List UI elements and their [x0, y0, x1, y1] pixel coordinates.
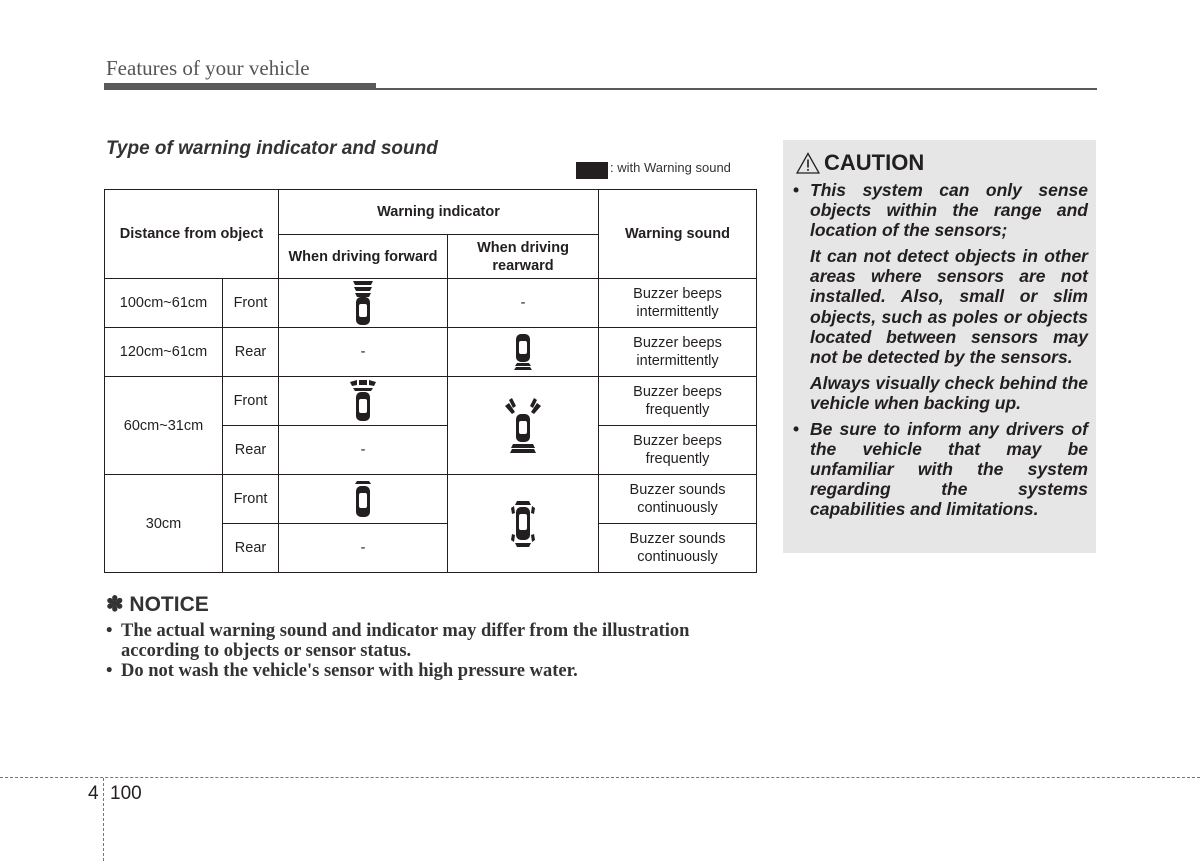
- distance-cell: 30cm: [105, 475, 223, 573]
- caution-item: • Be sure to inform any drivers of the vehicle that may be unfamiliar with the system regarding the systems capabilities and limitations.: [793, 419, 1088, 520]
- table-row: [105, 328, 757, 377]
- all-sensors-mid-indicator-icon: [503, 398, 543, 454]
- all-sensors-close-indicator-icon: [509, 500, 537, 548]
- distance-cell: 100cm~61cm: [105, 279, 223, 328]
- warning-table: [104, 189, 757, 573]
- rearward-cell: [448, 475, 599, 573]
- forward-cell: -: [279, 524, 448, 573]
- rearward-cell: [448, 328, 599, 377]
- footer-divider: [0, 777, 1200, 778]
- forward-cell: [279, 279, 448, 328]
- forward-cell: [279, 377, 448, 426]
- sound-cell: Buzzer beeps frequently: [599, 426, 757, 475]
- legend-text: : with Warning sound: [610, 160, 731, 175]
- table-row: [105, 279, 757, 328]
- sound-cell: Buzzer beeps frequently: [599, 377, 757, 426]
- rearward-cell: -: [448, 279, 599, 328]
- rearward-cell: [448, 377, 599, 475]
- front-near-indicator-icon: [348, 280, 378, 326]
- position-cell: Front: [223, 279, 279, 328]
- forward-cell: [279, 475, 448, 524]
- forward-cell: -: [279, 328, 448, 377]
- caution-item-continued: It can not detect objects in other areas where sensors are not installed. Also, small or slim objects, such as poles or objects located between sensors may not be detected by the sensors.: [810, 246, 1088, 367]
- distance-cell: 60cm~31cm: [105, 377, 223, 475]
- position-cell: Rear: [223, 328, 279, 377]
- section-title: Type of warning indicator and sound: [106, 138, 438, 159]
- forward-header: When driving forward: [279, 235, 448, 279]
- sound-cell: Buzzer beeps intermittently: [599, 279, 757, 328]
- caution-item: • This system can only sense objects within the range and location of the sensors;: [793, 180, 1088, 241]
- table-row: [105, 475, 757, 524]
- position-cell: Front: [223, 377, 279, 426]
- caution-title: CAUTION: [824, 150, 925, 175]
- table-row: [105, 377, 757, 426]
- front-close-indicator-icon: [351, 480, 375, 518]
- notice-title: ✽ NOTICE: [106, 593, 209, 616]
- caution-item-continued: Always visually check behind the vehicle when backing up.: [810, 372, 1088, 413]
- forward-cell: -: [279, 426, 448, 475]
- position-cell: Rear: [223, 426, 279, 475]
- sound-header: Warning sound: [599, 190, 757, 279]
- header-bar: [104, 83, 376, 90]
- page-number: 100: [110, 783, 142, 804]
- notice-item: • The actual warning sound and indicator may differ from the illustration according to objects or sensor status.: [106, 621, 690, 661]
- distance-cell: 120cm~61cm: [105, 328, 223, 377]
- warning-triangle-icon: [796, 152, 820, 174]
- rearward-header: When driving rearward: [448, 235, 599, 279]
- chapter-number: 4: [88, 783, 99, 804]
- position-cell: Rear: [223, 524, 279, 573]
- sound-cell: Buzzer sounds continuously: [599, 524, 757, 573]
- front-mid-indicator-icon: [348, 380, 378, 422]
- page-header-title: Features of your vehicle: [106, 56, 310, 80]
- notice-item: • Do not wash the vehicle's sensor with high pressure water.: [106, 661, 578, 681]
- notice-list: [106, 621, 756, 681]
- caution-heading: [796, 150, 924, 176]
- caution-body: [792, 180, 1088, 520]
- indicator-header: Warning indicator: [279, 190, 599, 235]
- position-cell: Front: [223, 475, 279, 524]
- footer-vertical-divider: [103, 778, 104, 861]
- legend-swatch: [576, 162, 608, 179]
- sound-cell: Buzzer sounds continuously: [599, 475, 757, 524]
- rear-indicator-icon: [513, 333, 533, 371]
- sound-cell: Buzzer beeps intermittently: [599, 328, 757, 377]
- distance-header: Distance from object: [105, 190, 279, 279]
- header-rule: [376, 88, 1097, 90]
